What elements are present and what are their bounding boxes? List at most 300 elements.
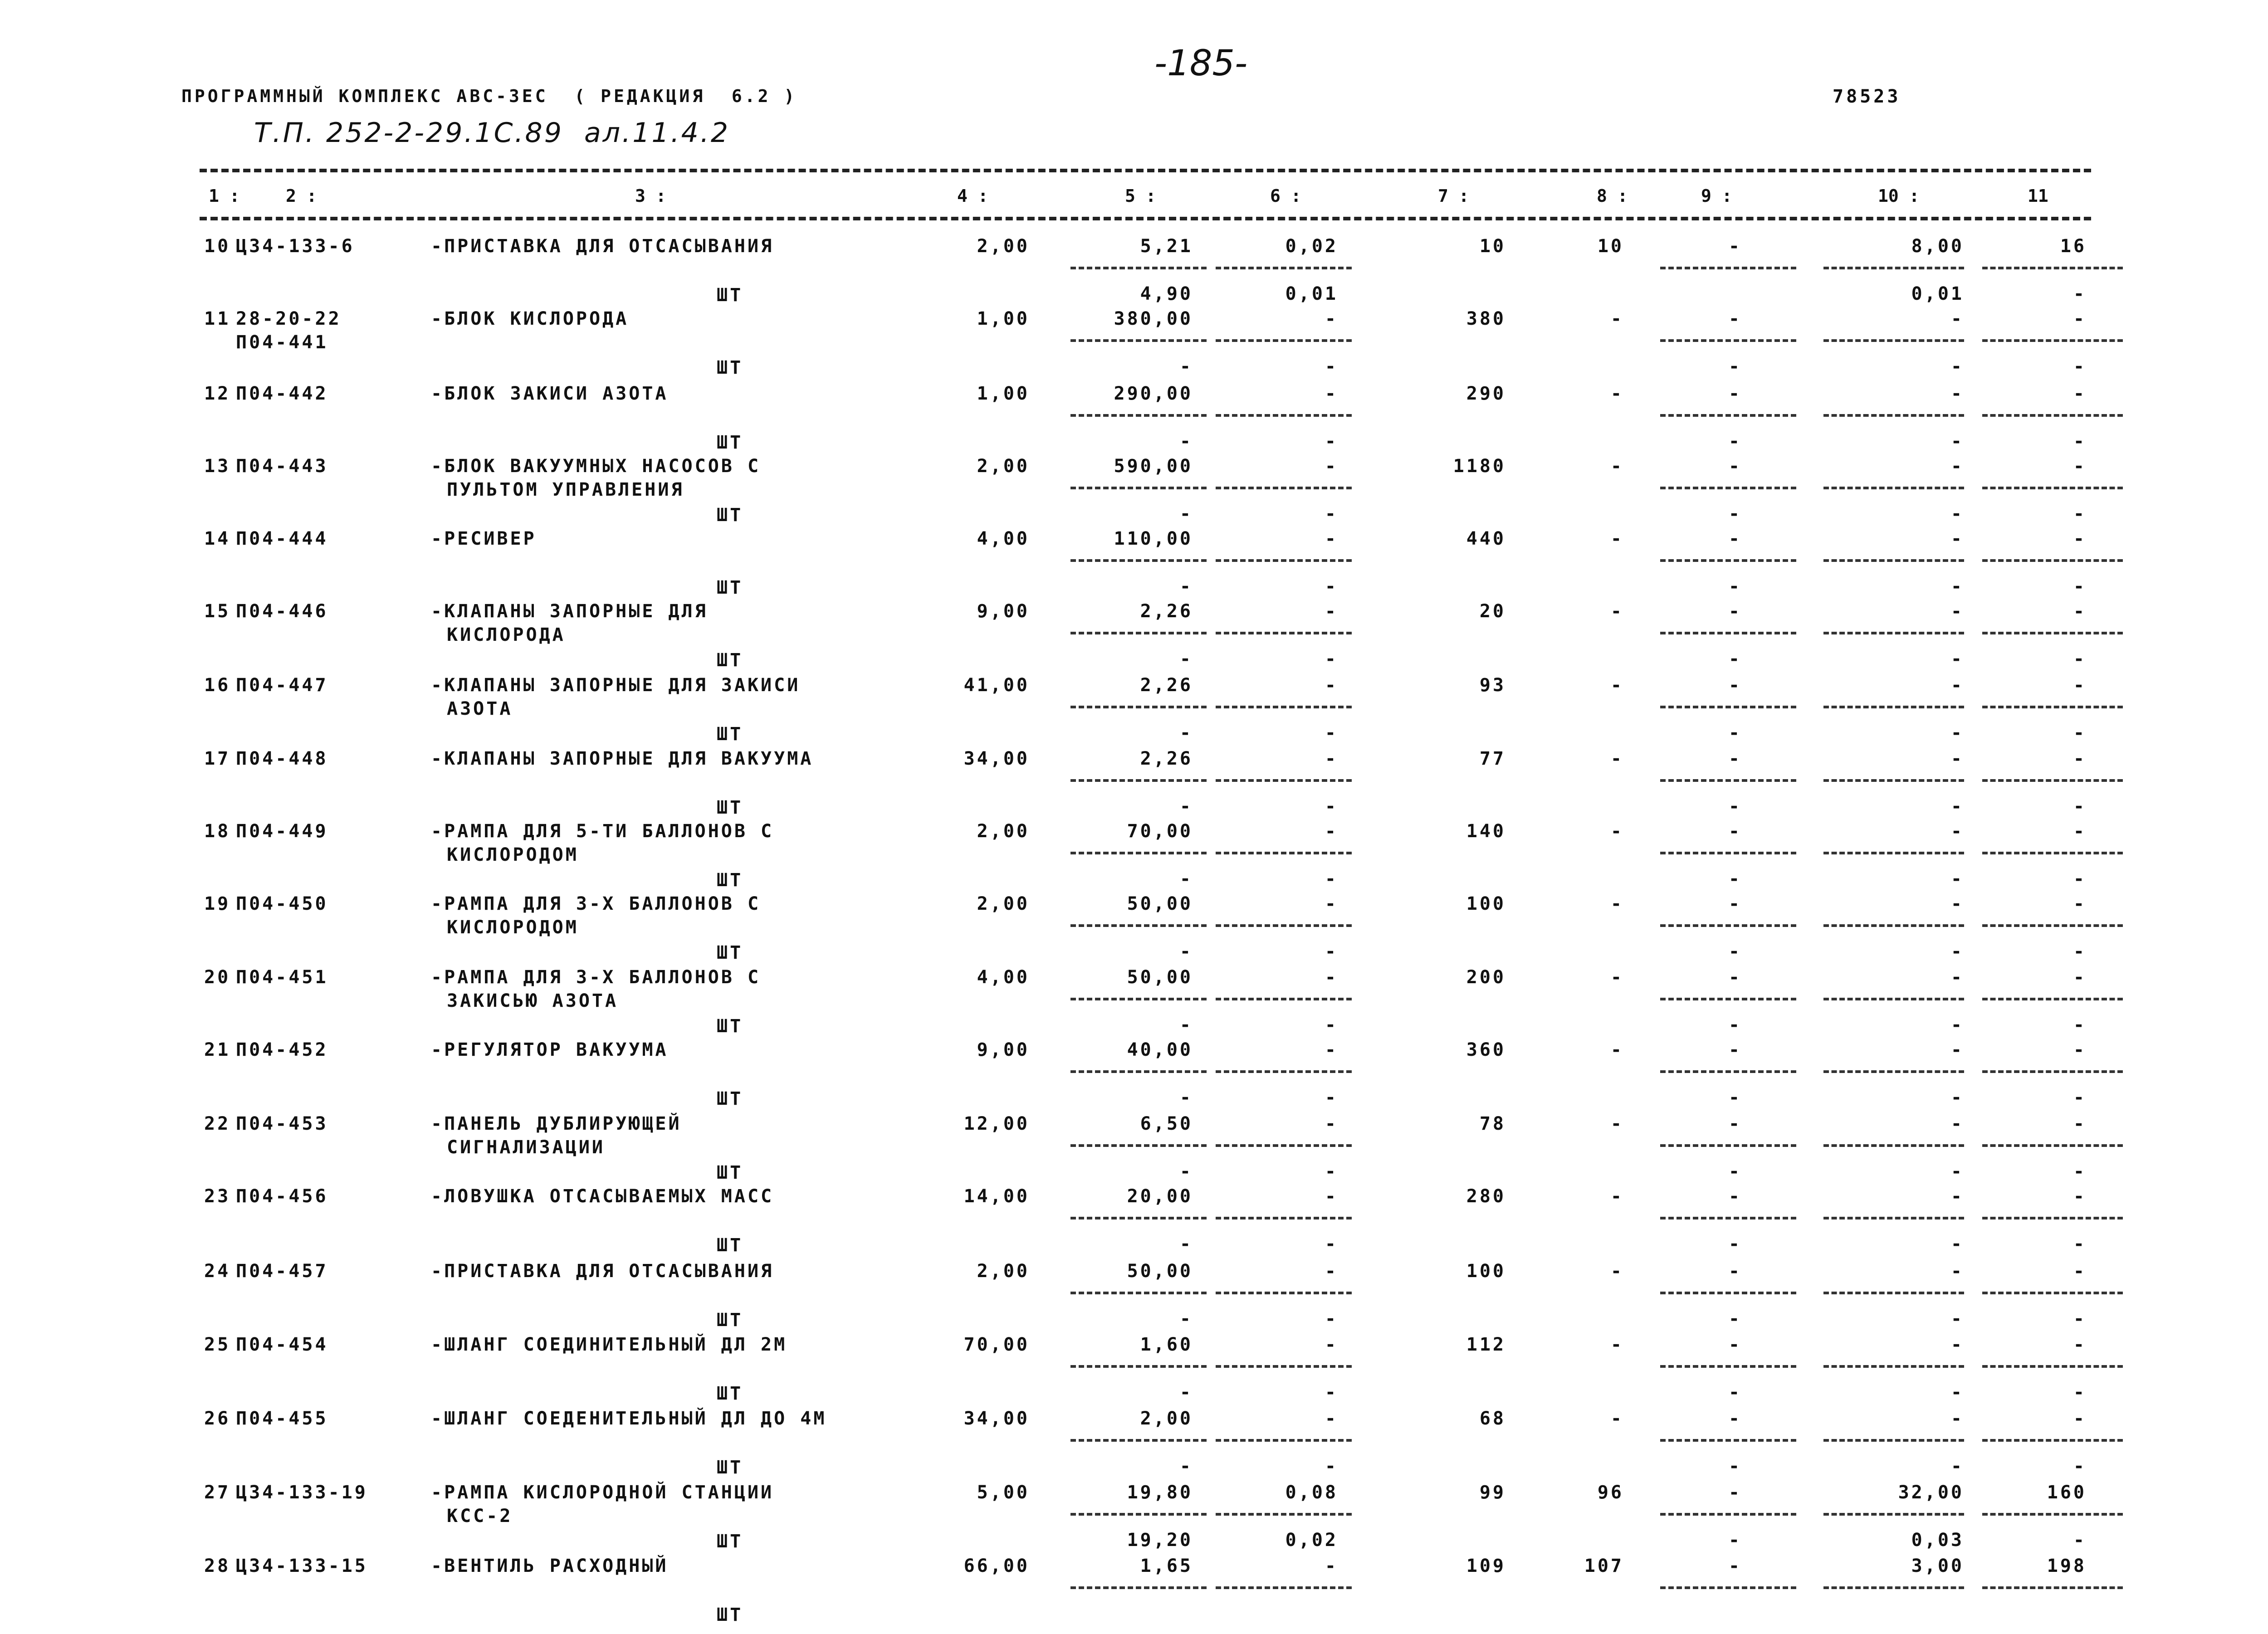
cell-divider xyxy=(1216,1217,1352,1219)
cell-c10: - xyxy=(1950,1261,1964,1282)
cell-s10: - xyxy=(1950,941,1964,962)
cell-c6: 0,02 xyxy=(1285,236,1338,257)
cell-divider xyxy=(1216,487,1352,489)
cell-c5: 380,00 xyxy=(1114,308,1193,329)
cell-c8: - xyxy=(1610,1113,1624,1134)
cell-s5: - xyxy=(1179,356,1193,377)
cell-name1: -БЛОК КИСЛОРОДА xyxy=(431,308,629,329)
cell-divider xyxy=(1823,1217,1964,1219)
cell-unit: ШТ xyxy=(717,650,743,671)
cell-divider xyxy=(1982,1217,2123,1219)
cell-c8: - xyxy=(1610,748,1624,769)
cell-s11: - xyxy=(2073,1456,2087,1477)
cell-c6: - xyxy=(1325,1556,1338,1576)
cell-n: 22 xyxy=(204,1113,231,1134)
cell-divider xyxy=(1982,998,2123,1000)
cell-s9: - xyxy=(1728,356,1742,377)
cell-n: 14 xyxy=(204,528,231,549)
cell-c10: - xyxy=(1950,1186,1964,1207)
cell-s11: - xyxy=(2073,356,2087,377)
cell-c4: 2,00 xyxy=(977,821,1030,842)
cell-unit: ШТ xyxy=(717,432,743,453)
cell-divider xyxy=(1660,779,1796,782)
cell-s6: - xyxy=(1325,649,1338,669)
cell-c11: 160 xyxy=(2047,1482,2087,1503)
cell-c9: - xyxy=(1728,1408,1742,1429)
cell-code: П04-454 xyxy=(236,1334,328,1355)
cell-c10: - xyxy=(1950,893,1964,914)
cell-c7: 10 xyxy=(1479,236,1506,257)
cell-divider xyxy=(1823,267,1964,269)
cell-divider xyxy=(1216,1586,1352,1589)
cell-divider xyxy=(1216,1070,1352,1073)
cell-divider xyxy=(1823,339,1964,342)
cell-c4: 66,00 xyxy=(963,1556,1030,1576)
cell-c5: 2,26 xyxy=(1140,675,1193,696)
cell-code: П04-450 xyxy=(236,893,328,914)
cell-c9: - xyxy=(1728,1556,1742,1576)
cell-unit: ШТ xyxy=(717,1088,743,1109)
cell-divider xyxy=(1823,1586,1964,1589)
cell-c7: 20 xyxy=(1479,601,1506,622)
cell-s11: - xyxy=(2073,1234,2087,1254)
cell-s5: 4,90 xyxy=(1140,283,1193,304)
cell-s6: - xyxy=(1325,1456,1338,1477)
cell-divider xyxy=(1070,779,1207,782)
cell-divider xyxy=(1660,1292,1796,1294)
cell-s10: - xyxy=(1950,1308,1964,1329)
cell-c4: 4,00 xyxy=(977,528,1030,549)
cell-divider xyxy=(1823,779,1964,782)
cell-n: 11 xyxy=(204,308,231,329)
cell-s5: - xyxy=(1179,431,1193,452)
cell-c10: - xyxy=(1950,1334,1964,1355)
cell-c5: 19,80 xyxy=(1127,1482,1193,1503)
cell-c8: 10 xyxy=(1597,236,1624,257)
cell-s9: - xyxy=(1728,1382,1742,1403)
column-header-9: 9 : xyxy=(1701,186,1732,206)
cell-unit: ШТ xyxy=(717,1235,743,1256)
cell-unit: ШТ xyxy=(717,870,743,891)
cell-name2: КИСЛОРОДОМ xyxy=(447,917,579,938)
cell-c4: 1,00 xyxy=(977,308,1030,329)
cell-c11: 198 xyxy=(2047,1556,2087,1576)
cell-s9: - xyxy=(1728,868,1742,889)
cell-name2: КИСЛОРОДА xyxy=(447,624,566,645)
cell-s10: 0,01 xyxy=(1911,283,1964,304)
cell-n: 10 xyxy=(204,236,231,257)
cell-s10: - xyxy=(1950,722,1964,743)
cell-divider xyxy=(1216,852,1352,854)
cell-divider xyxy=(1823,924,1964,927)
cell-divider xyxy=(1216,924,1352,927)
cell-divider xyxy=(1823,1292,1964,1294)
cell-c10: - xyxy=(1950,748,1964,769)
cell-divider xyxy=(1216,559,1352,562)
cell-divider xyxy=(1216,1365,1352,1368)
cell-s9: - xyxy=(1728,1456,1742,1477)
cell-c10: 3,00 xyxy=(1911,1556,1964,1576)
cell-c5: 6,50 xyxy=(1140,1113,1193,1134)
cell-divider xyxy=(1070,1070,1207,1073)
cell-name1: -РЕГУЛЯТОР ВАКУУМА xyxy=(431,1039,669,1060)
cell-s9: - xyxy=(1728,941,1742,962)
cell-divider xyxy=(1982,1513,2123,1516)
cell-c7: 93 xyxy=(1479,675,1506,696)
cell-c8: - xyxy=(1610,383,1624,404)
cell-name1: -РАМПА КИСЛОРОДНОЙ СТАНЦИИ xyxy=(431,1482,774,1503)
cell-code: П04-453 xyxy=(236,1113,328,1134)
cell-c10: - xyxy=(1950,1408,1964,1429)
cell-c11: - xyxy=(2073,675,2087,696)
page-number: -185- xyxy=(1154,43,1248,84)
cell-name1: -ПРИСТАВКА ДЛЯ ОТСАСЫВАНИЯ xyxy=(431,1261,774,1282)
cell-c8: - xyxy=(1610,528,1624,549)
cell-divider xyxy=(1070,852,1207,854)
cell-divider xyxy=(1216,414,1352,417)
cell-c8: - xyxy=(1610,1039,1624,1060)
cell-c7: 100 xyxy=(1466,1261,1506,1282)
cell-divider xyxy=(1070,267,1207,269)
cell-c10: - xyxy=(1950,1113,1964,1134)
cell-divider xyxy=(1070,632,1207,634)
cell-s10: - xyxy=(1950,796,1964,817)
cell-c9: - xyxy=(1728,1186,1742,1207)
cell-c9: - xyxy=(1728,1113,1742,1134)
cell-c9: - xyxy=(1728,967,1742,988)
cell-s5: - xyxy=(1179,941,1193,962)
cell-s5: - xyxy=(1179,1382,1193,1403)
cell-c8: - xyxy=(1610,1186,1624,1207)
cell-divider xyxy=(1982,559,2123,562)
cell-divider xyxy=(1070,339,1207,342)
document-code: 78523 xyxy=(1833,86,1901,107)
column-header-2: 2 : xyxy=(286,186,317,206)
cell-divider xyxy=(1982,1070,2123,1073)
cell-divider xyxy=(1216,632,1352,634)
cell-code: Ц34-133-15 xyxy=(236,1556,368,1576)
cell-c4: 34,00 xyxy=(963,748,1030,769)
cell-c11: - xyxy=(2073,967,2087,988)
cell-divider xyxy=(1982,706,2123,708)
cell-c9: - xyxy=(1728,456,1742,477)
cell-divider xyxy=(1216,998,1352,1000)
cell-c4: 2,00 xyxy=(977,1261,1030,1282)
cell-c8: - xyxy=(1610,1261,1624,1282)
cell-c5: 590,00 xyxy=(1114,456,1193,477)
cell-c4: 4,00 xyxy=(977,967,1030,988)
cell-c11: - xyxy=(2073,1186,2087,1207)
cell-code: П04-447 xyxy=(236,675,328,696)
cell-s11: - xyxy=(2073,1530,2087,1551)
cell-divider xyxy=(1823,1513,1964,1516)
column-header-8: 8 : xyxy=(1597,186,1628,206)
cell-s5: - xyxy=(1179,576,1193,597)
cell-c6: - xyxy=(1325,308,1338,329)
cell-c4: 9,00 xyxy=(977,601,1030,622)
cell-s6: - xyxy=(1325,1087,1338,1108)
cell-unit: ШТ xyxy=(717,577,743,598)
cell-c11: - xyxy=(2073,821,2087,842)
cell-divider xyxy=(1823,852,1964,854)
cell-c5: 40,00 xyxy=(1127,1039,1193,1060)
cell-n: 21 xyxy=(204,1039,231,1060)
cell-c9: - xyxy=(1728,675,1742,696)
cell-n: 23 xyxy=(204,1186,231,1207)
cell-s5: - xyxy=(1179,796,1193,817)
cell-s5: - xyxy=(1179,1308,1193,1329)
cell-unit: ШТ xyxy=(717,285,743,306)
cell-c4: 34,00 xyxy=(963,1408,1030,1429)
cell-c10: - xyxy=(1950,1039,1964,1060)
cell-divider xyxy=(1660,1217,1796,1219)
cell-c7: 360 xyxy=(1466,1039,1506,1060)
cell-divider xyxy=(1070,1292,1207,1294)
cell-unit: ШТ xyxy=(717,724,743,745)
cell-s9: - xyxy=(1728,1161,1742,1182)
cell-divider xyxy=(1982,1144,2123,1147)
cell-c9: - xyxy=(1728,1334,1742,1355)
cell-divider xyxy=(1660,706,1796,708)
cell-c11: - xyxy=(2073,1039,2087,1060)
cell-c8: - xyxy=(1610,308,1624,329)
cell-c4: 9,00 xyxy=(977,1039,1030,1060)
cell-s10: - xyxy=(1950,1234,1964,1254)
cell-c5: 70,00 xyxy=(1127,821,1193,842)
cell-c11: - xyxy=(2073,601,2087,622)
cell-s10: - xyxy=(1950,1161,1964,1182)
cell-code: П04-446 xyxy=(236,601,328,622)
cell-c11: - xyxy=(2073,308,2087,329)
cell-c7: 109 xyxy=(1466,1556,1506,1576)
cell-c9: - xyxy=(1728,236,1742,257)
cell-s6: - xyxy=(1325,1308,1338,1329)
cell-code: П04-443 xyxy=(236,456,328,477)
cell-s11: - xyxy=(2073,1161,2087,1182)
cell-c5: 1,65 xyxy=(1140,1556,1193,1576)
cell-name1: -КЛАПАНЫ ЗАПОРНЫЕ ДЛЯ xyxy=(431,601,708,622)
cell-n: 28 xyxy=(204,1556,231,1576)
cell-s5: - xyxy=(1179,1087,1193,1108)
cell-code: П04-448 xyxy=(236,748,328,769)
cell-divider xyxy=(1660,1586,1796,1589)
cell-c4: 14,00 xyxy=(963,1186,1030,1207)
cell-divider xyxy=(1982,852,2123,854)
cell-c5: 5,21 xyxy=(1140,236,1193,257)
cell-name1: -КЛАПАНЫ ЗАПОРНЫЕ ДЛЯ ЗАКИСИ xyxy=(431,675,801,696)
cell-divider xyxy=(1823,1439,1964,1442)
cell-divider xyxy=(1982,414,2123,417)
cell-divider xyxy=(1982,267,2123,269)
cell-c5: 20,00 xyxy=(1127,1186,1193,1207)
cell-s6: 0,02 xyxy=(1285,1530,1338,1551)
column-header-7: 7 : xyxy=(1438,186,1469,206)
cell-name1: -ПРИСТАВКА ДЛЯ ОТСАСЫВАНИЯ xyxy=(431,236,774,257)
cell-divider xyxy=(1982,779,2123,782)
cell-divider xyxy=(1070,1217,1207,1219)
cell-divider xyxy=(1070,924,1207,927)
cell-name1: -РАМПА ДЛЯ 3-Х БАЛЛОНОВ С xyxy=(431,893,761,914)
cell-c10: - xyxy=(1950,383,1964,404)
cell-s5: - xyxy=(1179,1015,1193,1035)
cell-n: 17 xyxy=(204,748,231,769)
cell-c8: - xyxy=(1610,675,1624,696)
cell-c8: - xyxy=(1610,1334,1624,1355)
cell-divider xyxy=(1982,1292,2123,1294)
cell-n: 25 xyxy=(204,1334,231,1355)
cell-name1: -ШЛАНГ СОЕДИНИТЕЛЬНЫЙ ДЛ 2М xyxy=(431,1334,787,1355)
cell-code: П04-442 xyxy=(236,383,328,404)
cell-divider xyxy=(1823,998,1964,1000)
cell-c4: 12,00 xyxy=(963,1113,1030,1134)
cell-c6: - xyxy=(1325,528,1338,549)
cell-c7: 1180 xyxy=(1453,456,1506,477)
cell-n: 12 xyxy=(204,383,231,404)
cell-s11: - xyxy=(2073,503,2087,524)
cell-divider xyxy=(1660,1513,1796,1516)
cell-unit: ШТ xyxy=(717,1531,743,1552)
cell-s9: - xyxy=(1728,1015,1742,1035)
cell-s10: - xyxy=(1950,576,1964,597)
cell-divider xyxy=(1660,414,1796,417)
cell-divider xyxy=(1660,1070,1796,1073)
cell-s6: - xyxy=(1325,503,1338,524)
cell-c6: - xyxy=(1325,748,1338,769)
cell-s11: - xyxy=(2073,1015,2087,1035)
cell-c7: 200 xyxy=(1466,967,1506,988)
cell-c6: - xyxy=(1325,967,1338,988)
cell-name1: -БЛОК ЗАКИСИ АЗОТА xyxy=(431,383,669,404)
cell-c8: 96 xyxy=(1597,1482,1624,1503)
cell-name1: -ШЛАНГ СОЕДЕНИТЕЛЬНЫЙ ДЛ ДО 4М xyxy=(431,1408,827,1429)
cell-s11: - xyxy=(2073,649,2087,669)
cell-c4: 1,00 xyxy=(977,383,1030,404)
cell-c8: - xyxy=(1610,601,1624,622)
cell-divider xyxy=(1823,632,1964,634)
cell-c11: 16 xyxy=(2060,236,2087,257)
cell-code: П04-449 xyxy=(236,821,328,842)
cell-s10: 0,03 xyxy=(1911,1530,1964,1551)
cell-unit: ШТ xyxy=(717,1162,743,1183)
cell-name1: -КЛАПАНЫ ЗАПОРНЫЕ ДЛЯ ВАКУУМА xyxy=(431,748,814,769)
cell-divider xyxy=(1070,1439,1207,1442)
cell-c7: 112 xyxy=(1466,1334,1506,1355)
header-rule xyxy=(200,217,2091,220)
cell-c6: - xyxy=(1325,893,1338,914)
cell-c6: - xyxy=(1325,1113,1338,1134)
cell-c7: 78 xyxy=(1479,1113,1506,1134)
cell-c7: 68 xyxy=(1479,1408,1506,1429)
cell-c6: - xyxy=(1325,1186,1338,1207)
cell-divider xyxy=(1216,1292,1352,1294)
cell-divider xyxy=(1982,1586,2123,1589)
cell-c5: 50,00 xyxy=(1127,1261,1193,1282)
cell-code: Ц34-133-6 xyxy=(236,236,355,257)
cell-c11: - xyxy=(2073,893,2087,914)
cell-s10: - xyxy=(1950,1015,1964,1035)
cell-divider xyxy=(1660,559,1796,562)
cell-divider xyxy=(1660,487,1796,489)
cell-s9: - xyxy=(1728,1530,1742,1551)
cell-c10: - xyxy=(1950,967,1964,988)
cell-c5: 2,26 xyxy=(1140,601,1193,622)
cell-s6: - xyxy=(1325,796,1338,817)
cell-name1: -ВЕНТИЛЬ РАСХОДНЫЙ xyxy=(431,1556,669,1576)
cell-name1: -РАМПА ДЛЯ 5-ТИ БАЛЛОНОВ С xyxy=(431,821,774,842)
cell-divider xyxy=(1982,1439,2123,1442)
column-header-11: 11 xyxy=(2028,186,2048,206)
cell-code2: П04-441 xyxy=(236,332,328,353)
column-header-3: 3 : xyxy=(635,186,666,206)
cell-c5: 1,60 xyxy=(1140,1334,1193,1355)
cell-s5: - xyxy=(1179,649,1193,669)
cell-c7: 140 xyxy=(1466,821,1506,842)
cell-divider xyxy=(1216,706,1352,708)
cell-c11: - xyxy=(2073,456,2087,477)
cell-unit: ШТ xyxy=(717,1383,743,1404)
cell-c9: - xyxy=(1728,528,1742,549)
cell-c9: - xyxy=(1728,748,1742,769)
cell-s6: - xyxy=(1325,941,1338,962)
cell-c11: - xyxy=(2073,383,2087,404)
cell-n: 16 xyxy=(204,675,231,696)
cell-c6: 0,08 xyxy=(1285,1482,1338,1503)
cell-c4: 41,00 xyxy=(963,675,1030,696)
cell-s11: - xyxy=(2073,868,2087,889)
cell-s6: - xyxy=(1325,1382,1338,1403)
cell-s11: - xyxy=(2073,576,2087,597)
cell-s10: - xyxy=(1950,1456,1964,1477)
cell-divider xyxy=(1660,1144,1796,1147)
cell-c7: 290 xyxy=(1466,383,1506,404)
cell-divider xyxy=(1216,1144,1352,1147)
cell-c11: - xyxy=(2073,1334,2087,1355)
cell-c9: - xyxy=(1728,893,1742,914)
cell-divider xyxy=(1660,852,1796,854)
cell-n: 15 xyxy=(204,601,231,622)
cell-s11: - xyxy=(2073,722,2087,743)
cell-c10: - xyxy=(1950,675,1964,696)
cell-c8: - xyxy=(1610,893,1624,914)
cell-c11: - xyxy=(2073,528,2087,549)
cell-n: 13 xyxy=(204,456,231,477)
cell-c10: - xyxy=(1950,308,1964,329)
cell-divider xyxy=(1070,559,1207,562)
cell-c9: - xyxy=(1728,821,1742,842)
cell-name2: ЗАКИСЬЮ АЗОТА xyxy=(447,990,619,1011)
cell-c7: 280 xyxy=(1466,1186,1506,1207)
cell-c8: - xyxy=(1610,1408,1624,1429)
cell-divider xyxy=(1660,267,1796,269)
cell-s9: - xyxy=(1728,503,1742,524)
handwritten-reference: Т.П. 252-2-29.1С.89 ал.11.4.2 xyxy=(254,117,730,149)
cell-name2: КСС-2 xyxy=(447,1506,513,1527)
cell-s9: - xyxy=(1728,1234,1742,1254)
cell-divider xyxy=(1070,1513,1207,1516)
cell-s6: - xyxy=(1325,431,1338,452)
cell-c6: - xyxy=(1325,1039,1338,1060)
cell-s11: - xyxy=(2073,1308,2087,1329)
cell-divider xyxy=(1823,706,1964,708)
cell-name2: ПУЛЬТОМ УПРАВЛЕНИЯ xyxy=(447,479,684,500)
cell-name1: -ПАНЕЛЬ ДУБЛИРУЮЩЕЙ xyxy=(431,1113,682,1134)
cell-unit: ШТ xyxy=(717,1457,743,1478)
cell-name2: АЗОТА xyxy=(447,698,513,719)
cell-c9: - xyxy=(1728,601,1742,622)
cell-divider xyxy=(1070,1586,1207,1589)
cell-s10: - xyxy=(1950,356,1964,377)
cell-c8: - xyxy=(1610,967,1624,988)
